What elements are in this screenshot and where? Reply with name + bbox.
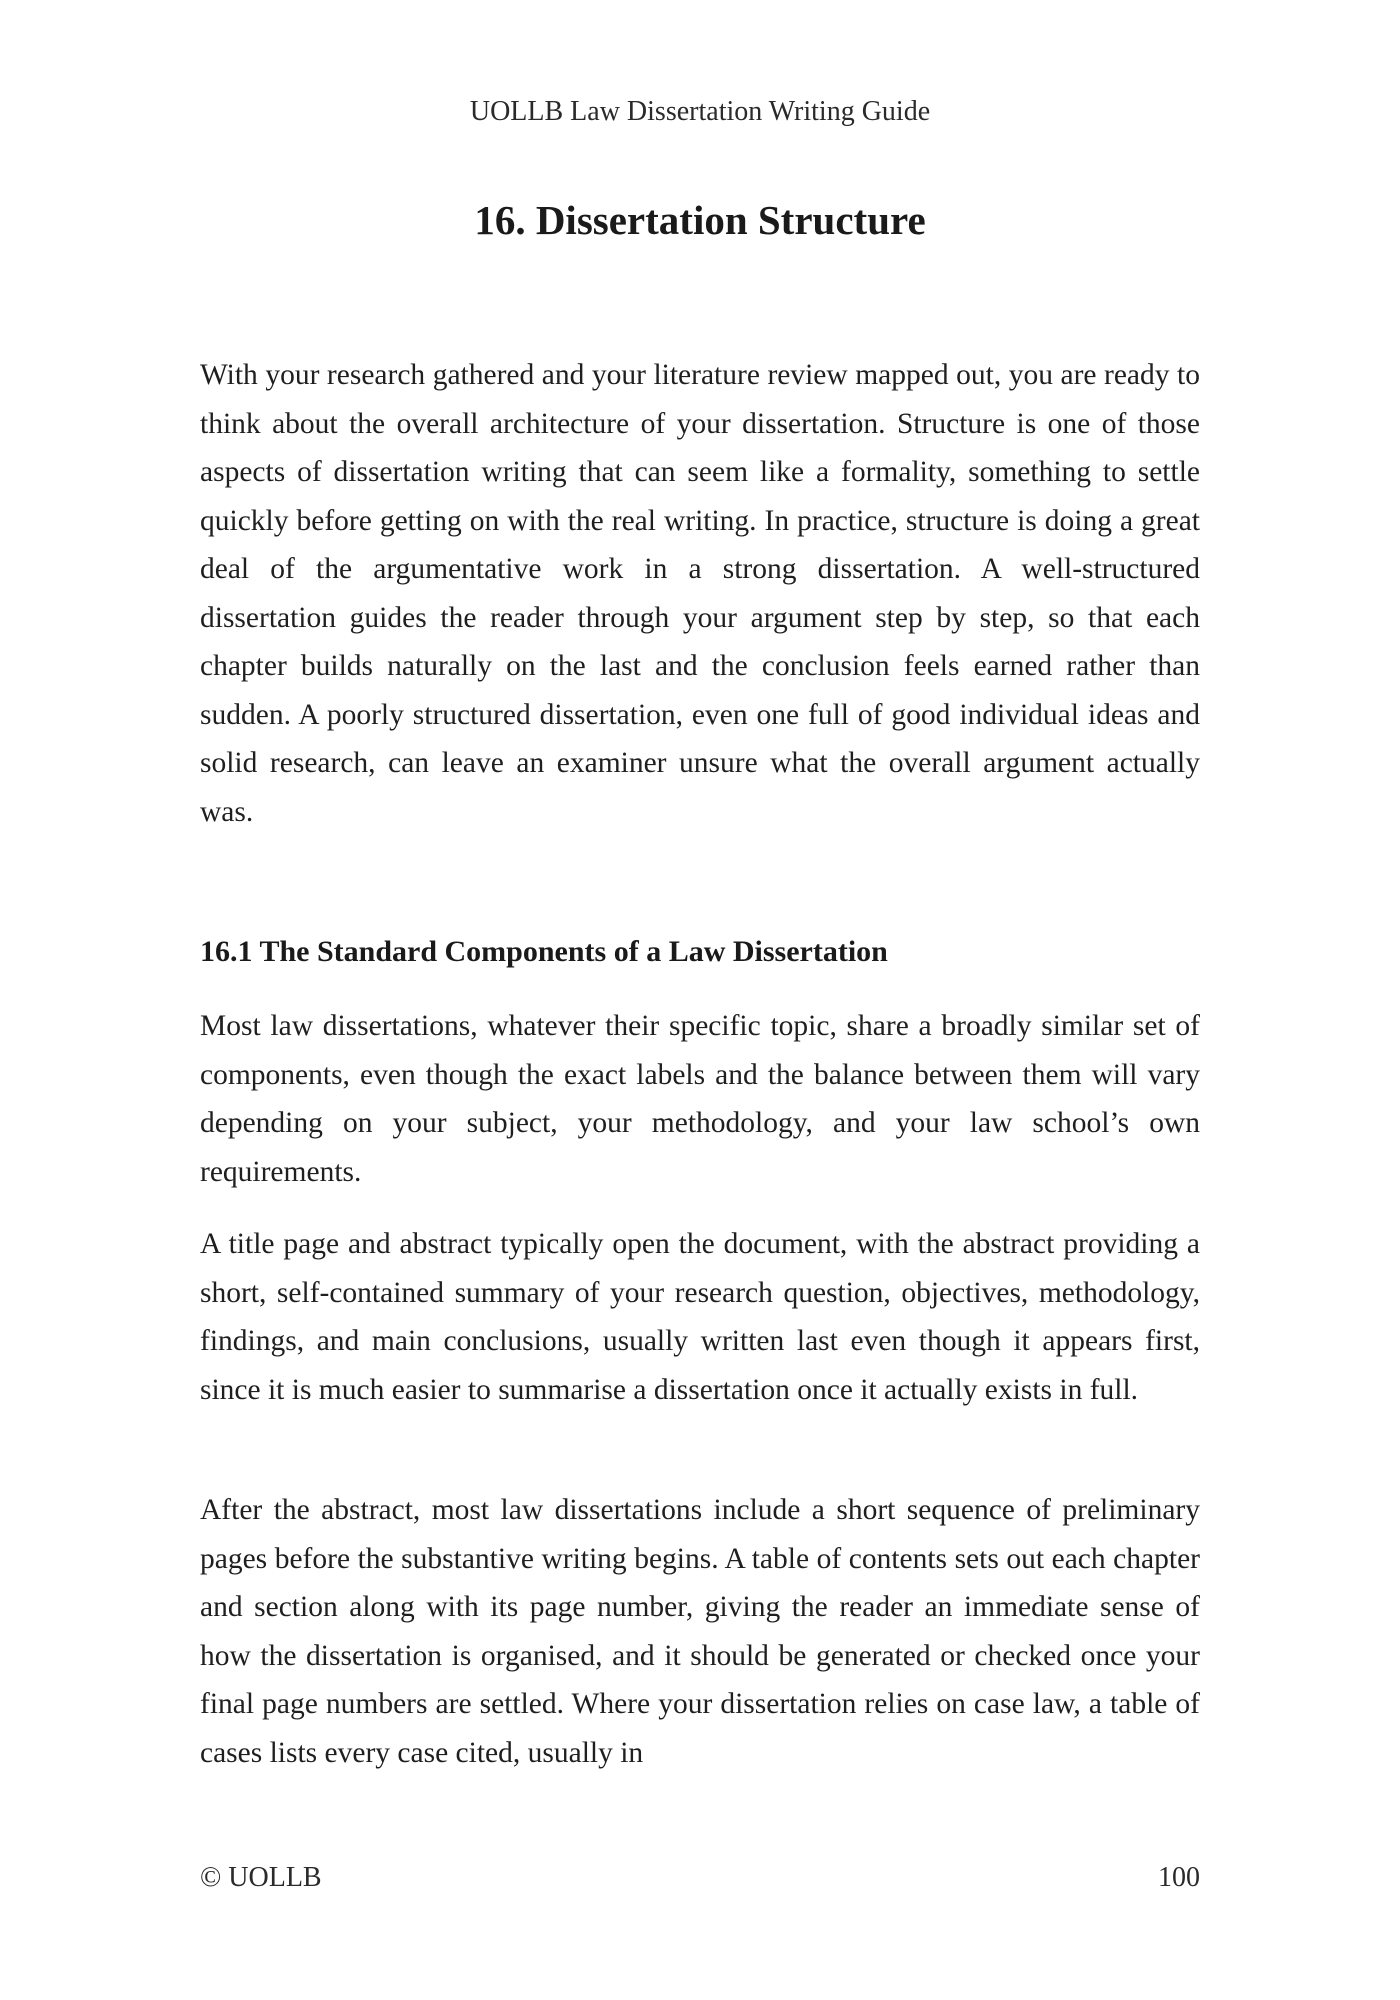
body-paragraph: After the abstract, most law dissertations include a short sequence of preliminary pages before the substantive writing begins. A table of contents sets out each chapter and section along with its page number, giving the reader an immediate sense of how the dissertation is organised, and it should be generated or checked once your final page numbers are settled. Where your dissertation relies on case law, a table of cases lists every case cited, usually in: [200, 1494, 1200, 1769]
footer-page-number: 100: [1158, 1862, 1200, 1893]
body-paragraph: Most law dissertations, whatever their specific topic, share a broadly similar set of components, even though the exact labels and the balance between them will vary depending on your subject, your methodology, and your law school’s own requirements.: [200, 1010, 1200, 1188]
running-header: UOLLB Law Dissertation Writing Guide: [469, 96, 931, 127]
body-paragraph: A title page and abstract typically open the document, with the abstract providing a short, self-contained summary of your research question, objectives, methodology, findings, and main conclusions, usually written last even though it appears first, since it is much easier to summarise a dissertation once it actually exists in full.: [200, 1228, 1200, 1406]
chapter-title: 16. Dissertation Structure: [474, 197, 926, 243]
footer-copyright: © UOLLB: [200, 1862, 322, 1893]
section-heading: 16.1 The Standard Components of a Law Dissertation: [200, 935, 888, 968]
intro-paragraph: With your research gathered and your literature review mapped out, you are ready to think about the overall architecture of your dissertation. Structure is one of those aspects of dissertation writing that can seem like a formality, something to settle quickly before getting on with the real writing. In practice, structure is doing a great deal of the argumentative work in a strong dissertation. A well-structured dissertation guides the reader through your argument step by step, so that each chapter builds naturally on the last and the conclusion feels earned rather than sudden. A poorly structured dissertation, even one full of good individual ideas and solid research, can leave an examiner unsure what the overall argument actually was.: [200, 359, 1200, 828]
